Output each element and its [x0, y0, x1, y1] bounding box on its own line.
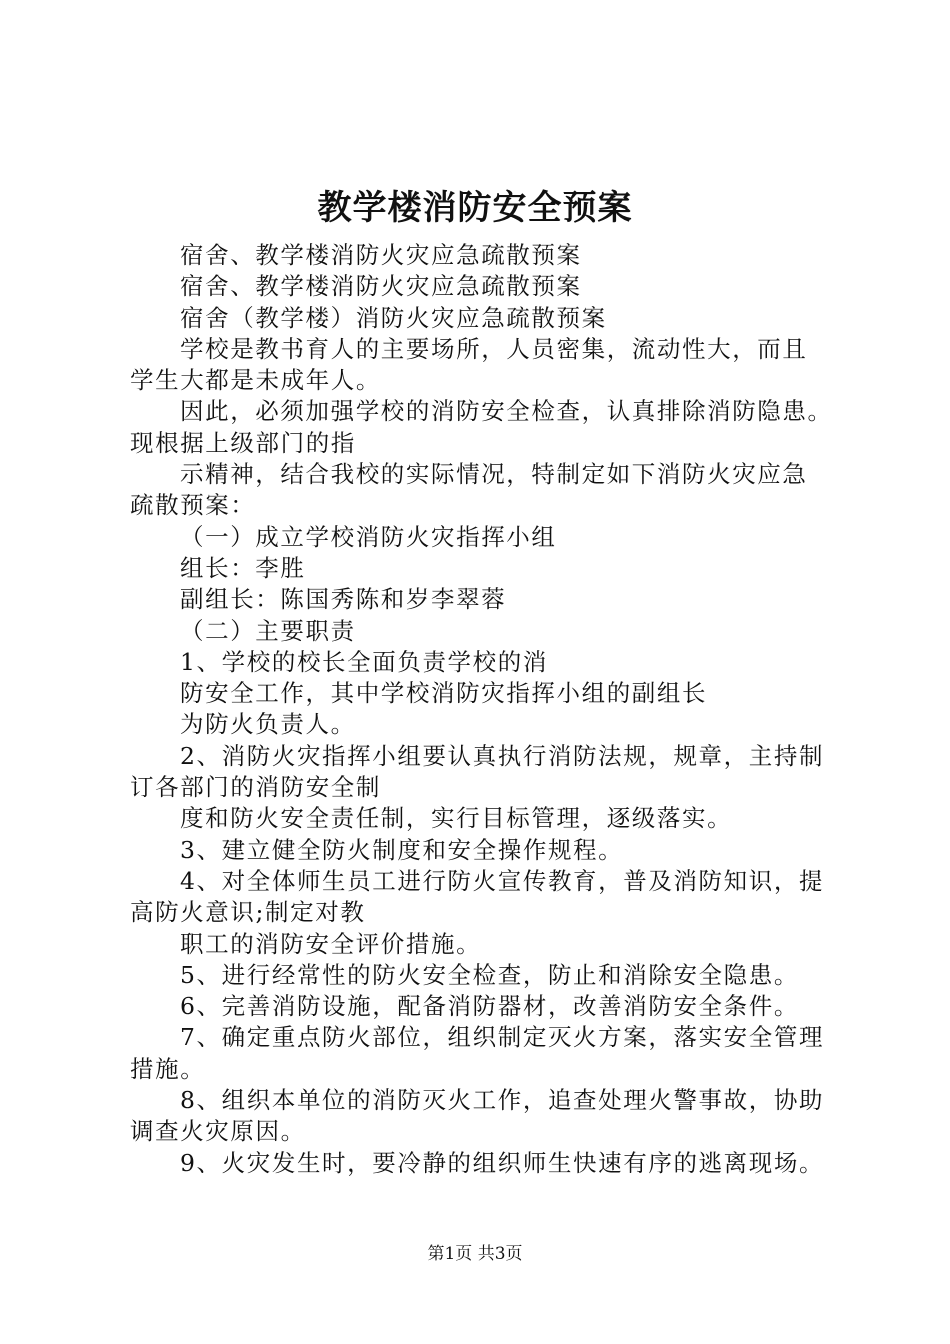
- body-line: 职工的消防安全评价措施。: [180, 929, 482, 958]
- page-footer: 第1页 共3页: [427, 1244, 523, 1264]
- document-body: [130, 240, 833, 1179]
- body-line: （二）主要职责: [180, 616, 356, 645]
- body-line: （一）成立学校消防火灾指挥小组: [180, 522, 557, 551]
- body-line: 1、学校的校长全面负责学校的消: [180, 647, 548, 676]
- body-line: 2、消防火灾指挥小组要认真执行消防法规，规章，主持制: [180, 741, 825, 770]
- body-line: 度和防火安全责任制，实行目标管理，逐级落实。: [180, 804, 733, 833]
- body-line: 宿舍（教学楼）消防火灾应急疏散预案: [180, 303, 607, 332]
- body-line: 订各部门的消防安全制: [130, 773, 381, 802]
- body-line: 调查火灾原因。: [130, 1117, 306, 1146]
- body-line: 学校是教书育人的主要场所，人员密集，流动性大，而且: [180, 334, 808, 363]
- body-line: 副组长：陈国秀陈和岁李翠蓉: [180, 585, 507, 614]
- body-line: 学生大都是未成年人。: [130, 366, 381, 395]
- body-line: 8、组织本单位的消防灭火工作，追查处理火警事故，协助: [180, 1086, 825, 1115]
- body-line: 宿舍、教学楼消防火灾应急疏散预案: [180, 241, 582, 269]
- body-line: 3、建立健全防火制度和安全操作规程。: [180, 835, 624, 864]
- body-line: 因此，必须加强学校的消防安全检查，认真排除消防隐患。: [180, 397, 833, 426]
- body-line: 措施。: [130, 1054, 206, 1083]
- body-line: 6、完善消防设施，配备消防器材，改善消防安全条件。: [180, 992, 799, 1021]
- body-line: 疏散预案：: [130, 491, 256, 520]
- body-line: 示精神，结合我校的实际情况，特制定如下消防火灾应急: [180, 460, 808, 489]
- body-line: 宿舍、教学楼消防火灾应急疏散预案: [180, 272, 582, 301]
- body-line: 防安全工作，其中学校消防灾指挥小组的副组长: [180, 679, 708, 708]
- body-line: 高防火意识;制定对教: [130, 898, 366, 927]
- body-line: 现根据上级部门的指: [130, 428, 356, 457]
- body-line: 4、对全体师生员工进行防火宣传教育，普及消防知识，提: [180, 866, 825, 895]
- body-line: 9、火灾发生时，要冷静的组织师生快速有序的逃离现场。: [180, 1148, 825, 1177]
- body-line: 组长：李胜: [180, 553, 306, 582]
- body-line: 7、确定重点防火部位，组织制定灭火方案，落实安全管理: [180, 1023, 825, 1052]
- document-title: 教学楼消防安全预案: [317, 188, 633, 228]
- body-line: 为防火负责人。: [180, 710, 356, 739]
- body-line: 5、进行经常性的防火安全检查，防止和消除安全隐患。: [180, 960, 799, 989]
